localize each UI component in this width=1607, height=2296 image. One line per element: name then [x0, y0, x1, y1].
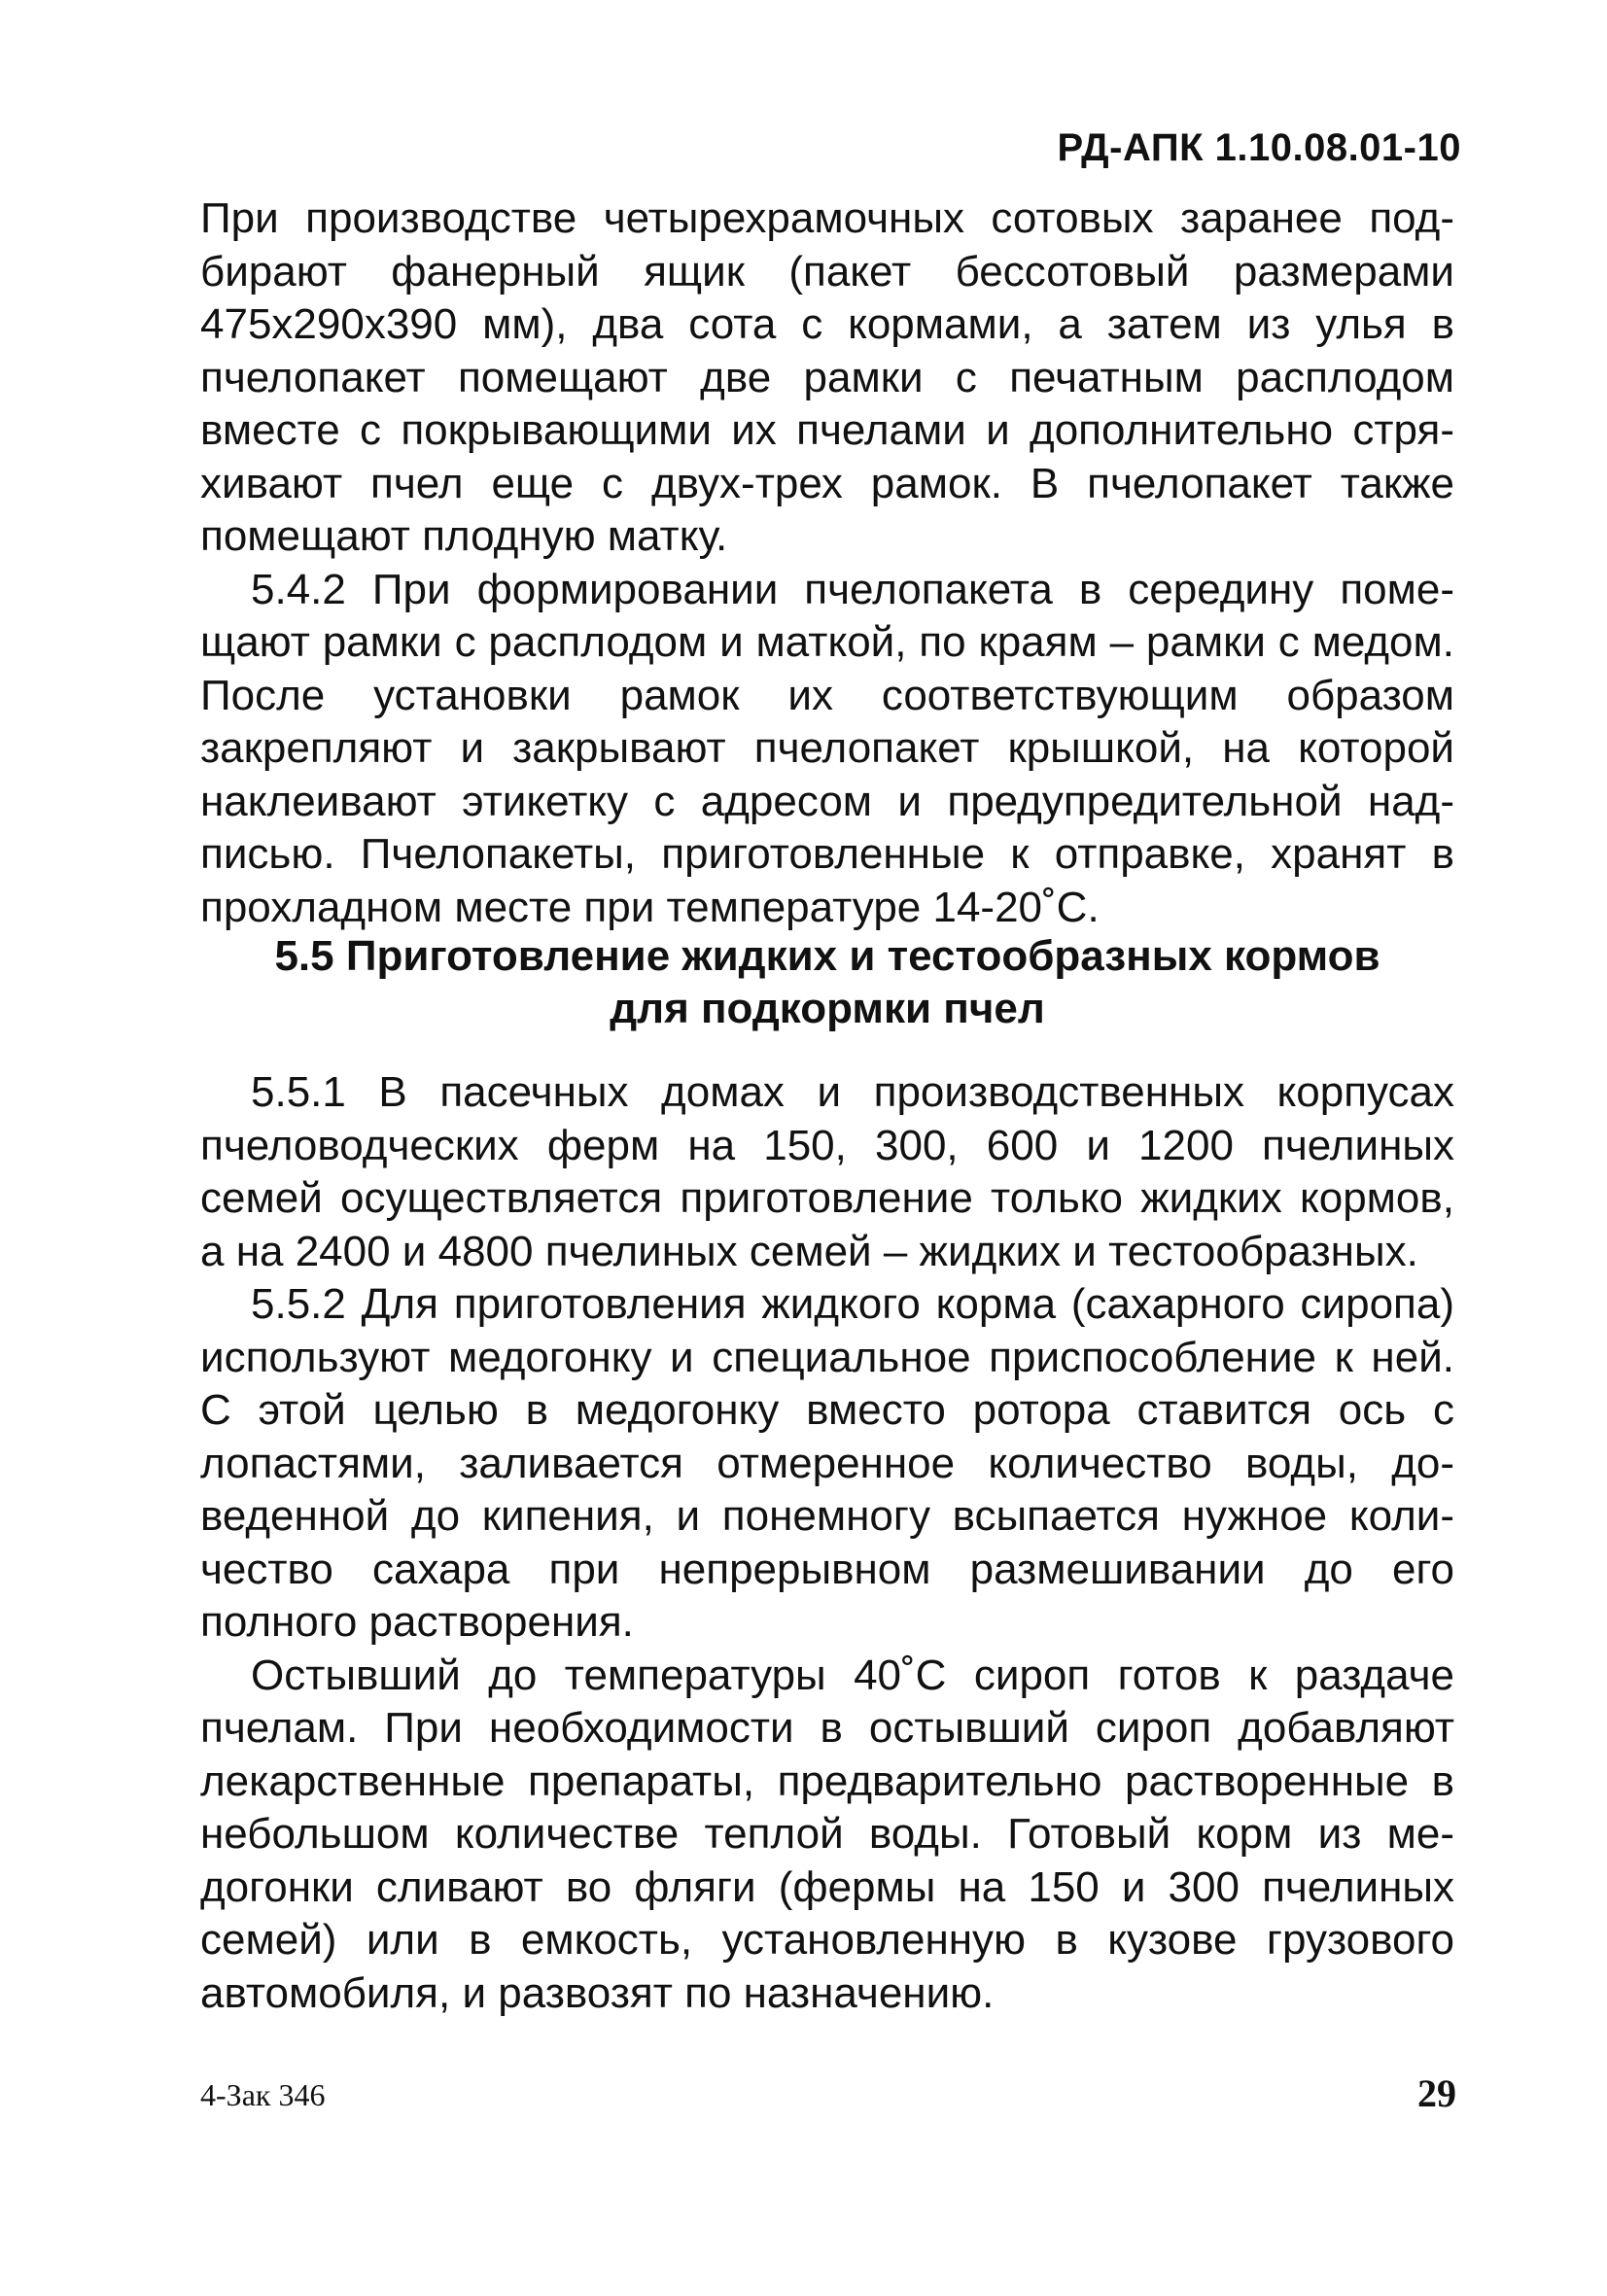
document-code: РД-АПК 1.10.08.01-10 [1057, 126, 1461, 169]
paragraph: Остывший до температуры 40˚С сироп готов к раздаче пчелам. При необходимости в остывший сироп добавляют лекарственные препараты, предварительно растворенные в небольшом количестве теплой воды. Готовый корм из медогонки сливают во фляги (фермы на 150 и 300 пчелиных семей) или в емкость, установленную в кузове грузового автомобиля, и развозят по назначению. [200, 1651, 1454, 2017]
page-number: 29 [1417, 2071, 1456, 2115]
section-heading-line-1: 5.5 Приготовление жидких и тестообразных кормов [274, 932, 1380, 980]
text-block-top [200, 192, 1454, 934]
paragraph-5-5-1: 5.5.1 В пасечных домах и производственных корпусах пчеловодческих ферм на 150, 300, 600 и 1200 пчелиных семей осуществляется приготовление только жидких кормов, а на 2400 и 4800 пчелиных семей – жидких и тестообразных. [200, 1068, 1454, 1275]
section-heading [200, 930, 1454, 1035]
paragraph-5-5-2: 5.5.2 Для приготовления жидкого корма (сахарного сиропа) используют медогонку и специальное приспособление к ней. С этой целью в медогонку вместо ротора ставится ось с лопастями, заливается отмеренное количество воды, доведенной до кипения, и понемногу всыпается нужное количество сахара при непрерывном размешивании до его полного растворения. [200, 1280, 1454, 1646]
text-block-bottom [200, 1066, 1454, 2020]
section-heading-line-2: для подкормки пчел [610, 985, 1045, 1032]
paragraph: При производстве четырехрамочных сотовых заранее подбирают фанерный ящик (пакет бессотовый размерами 475х290х390 мм), два сота с кормами, а затем из улья в пчелопакет помещают две рамки с печатным расплодом вместе с покрывающими их пчелами и дополнительно стряхивают пчел еще с двух-трех рамок. В пчелопакет также помещают плодную матку. [200, 194, 1454, 560]
print-order-code: 4-Зак 346 [200, 2077, 326, 2112]
paragraph-5-4-2: 5.4.2 При формировании пчелопакета в середину помещают рамки с расплодом и маткой, по краям – рамки с медом. После установки рамок их соответствующим образом закрепляют и закрывают пчелопакет крышкой, на которой наклеивают этикетку с адресом и предупредительной надписью. Пчелопакеты, приготовленные к отправке, хранят в прохладном месте при температуре 14-20˚С. [200, 565, 1454, 931]
